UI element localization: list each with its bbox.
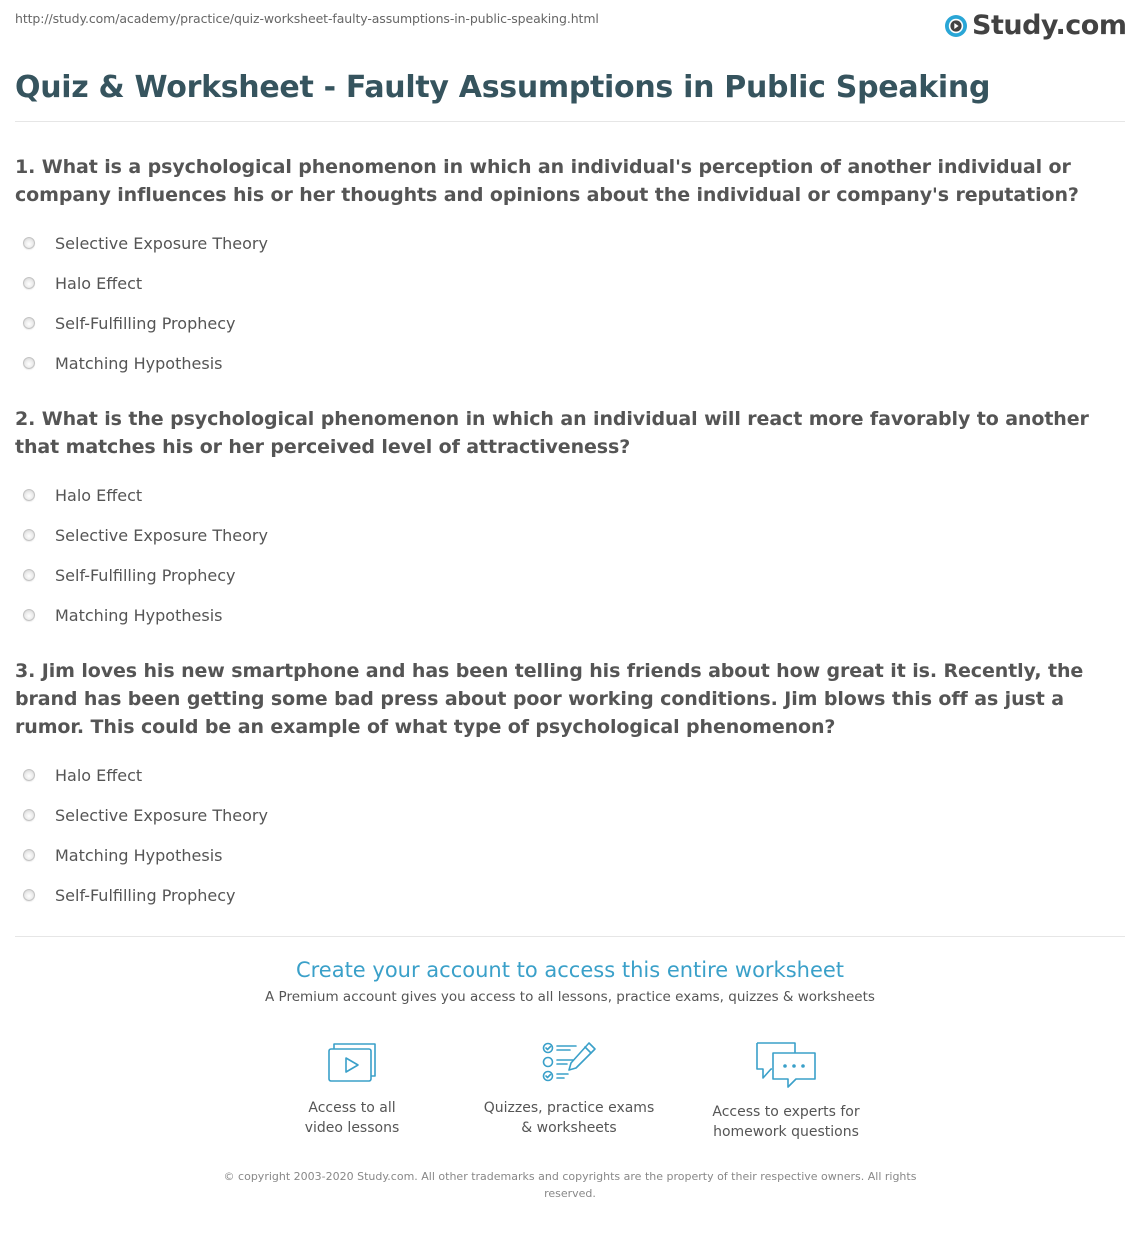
- answer-label: Self-Fulfilling Prophecy: [55, 565, 236, 585]
- answer-label: Halo Effect: [55, 765, 143, 785]
- play-circle-logo-icon: [944, 14, 968, 38]
- title-divider: [15, 121, 1125, 122]
- feature-video-lessons: [252, 1040, 452, 1138]
- question-2: [15, 405, 1120, 635]
- feature-label: [686, 1102, 886, 1142]
- feature-label: [469, 1098, 669, 1138]
- page-title: Quiz & Worksheet - Faulty Assumptions in Public Speaking: [15, 70, 991, 105]
- radio-button-icon[interactable]: [23, 529, 35, 541]
- study-logo[interactable]: [944, 8, 1126, 42]
- answer-label: Halo Effect: [55, 485, 143, 505]
- answer-list: [15, 223, 1120, 383]
- answer-label: Matching Hypothesis: [55, 353, 223, 373]
- answer-option[interactable]: [15, 263, 1120, 303]
- radio-button-icon[interactable]: [23, 317, 35, 329]
- answer-list: [15, 755, 1120, 915]
- logo-suffix: .com: [1055, 9, 1127, 41]
- quiz-checklist-icon: [469, 1040, 669, 1084]
- answer-label: Self-Fulfilling Prophecy: [55, 885, 236, 905]
- radio-button-icon[interactable]: [23, 489, 35, 501]
- chat-bubbles-icon: [686, 1040, 886, 1088]
- feature-label: [252, 1098, 452, 1138]
- logo-text: [972, 10, 1126, 41]
- answer-option[interactable]: [15, 555, 1120, 595]
- feature-label-line: homework questions: [713, 1124, 859, 1140]
- feature-label-line: & worksheets: [521, 1120, 617, 1136]
- page-url: http://study.com/academy/practice/quiz-worksheet-faulty-assumptions-in-public-speaking.html: [15, 11, 599, 26]
- radio-button-icon[interactable]: [23, 357, 35, 369]
- radio-button-icon[interactable]: [23, 609, 35, 621]
- answer-option[interactable]: [15, 795, 1120, 835]
- create-account-link[interactable]: Create your account to access this entire worksheet: [295, 958, 845, 982]
- radio-button-icon[interactable]: [23, 569, 35, 581]
- feature-label-line: Access to all: [308, 1100, 396, 1116]
- question-text: 1. What is a psychological phenomenon in which an individual's perception of another individual or company influences his or her thoughts and opinions about the individual or company's reputation?: [15, 156, 1079, 206]
- answer-label: Matching Hypothesis: [55, 845, 223, 865]
- question-text: 3. Jim loves his new smartphone and has been telling his friends about how great it is. Recently, the brand has been getting some bad press about poor working conditions. Jim blows this off as just a rumor. This could be an example of what type of psychological phenomenon?: [15, 660, 1084, 738]
- answer-label: Selective Exposure Theory: [55, 525, 268, 545]
- copyright-text: © copyright 2003-2020 Study.com. All other trademarks and copyrights are the property of their respective owners. All rights reserved.: [223, 1170, 917, 1200]
- radio-button-icon[interactable]: [23, 809, 35, 821]
- logo-name: Study: [972, 9, 1056, 41]
- question-3: [15, 657, 1120, 915]
- answer-option[interactable]: [15, 835, 1120, 875]
- answer-option[interactable]: [15, 343, 1120, 383]
- answer-label: Matching Hypothesis: [55, 605, 223, 625]
- promo-subtitle: A Premium account gives you access to all lessons, practice exams, quizzes & worksheets: [265, 989, 875, 1005]
- radio-button-icon[interactable]: [23, 849, 35, 861]
- answer-option[interactable]: [15, 755, 1120, 795]
- answer-option[interactable]: [15, 223, 1120, 263]
- question-text: 2. What is the psychological phenomenon in which an individual will react more favorably to another that matches his or her perceived level of attractiveness?: [15, 408, 1089, 458]
- answer-label: Halo Effect: [55, 273, 143, 293]
- answer-option[interactable]: [15, 303, 1120, 343]
- radio-button-icon[interactable]: [23, 277, 35, 289]
- answer-option[interactable]: [15, 515, 1120, 555]
- answer-label: Selective Exposure Theory: [55, 233, 268, 253]
- feature-experts: [686, 1040, 886, 1142]
- answer-option[interactable]: [15, 875, 1120, 915]
- answer-option[interactable]: [15, 475, 1120, 515]
- radio-button-icon[interactable]: [23, 237, 35, 249]
- feature-label-line: Access to experts for: [712, 1104, 860, 1120]
- question-1: [15, 153, 1120, 383]
- promo-divider: [15, 936, 1125, 937]
- answer-label: Selective Exposure Theory: [55, 805, 268, 825]
- answer-option[interactable]: [15, 595, 1120, 635]
- video-lesson-icon: [252, 1040, 452, 1084]
- feature-label-line: video lessons: [304, 1120, 400, 1136]
- feature-label-line: Quizzes, practice exams: [483, 1100, 655, 1116]
- feature-quizzes: [469, 1040, 669, 1138]
- radio-button-icon[interactable]: [23, 769, 35, 781]
- answer-list: [15, 475, 1120, 635]
- answer-label: Self-Fulfilling Prophecy: [55, 313, 236, 333]
- page-header: [0, 0, 1140, 50]
- radio-button-icon[interactable]: [23, 889, 35, 901]
